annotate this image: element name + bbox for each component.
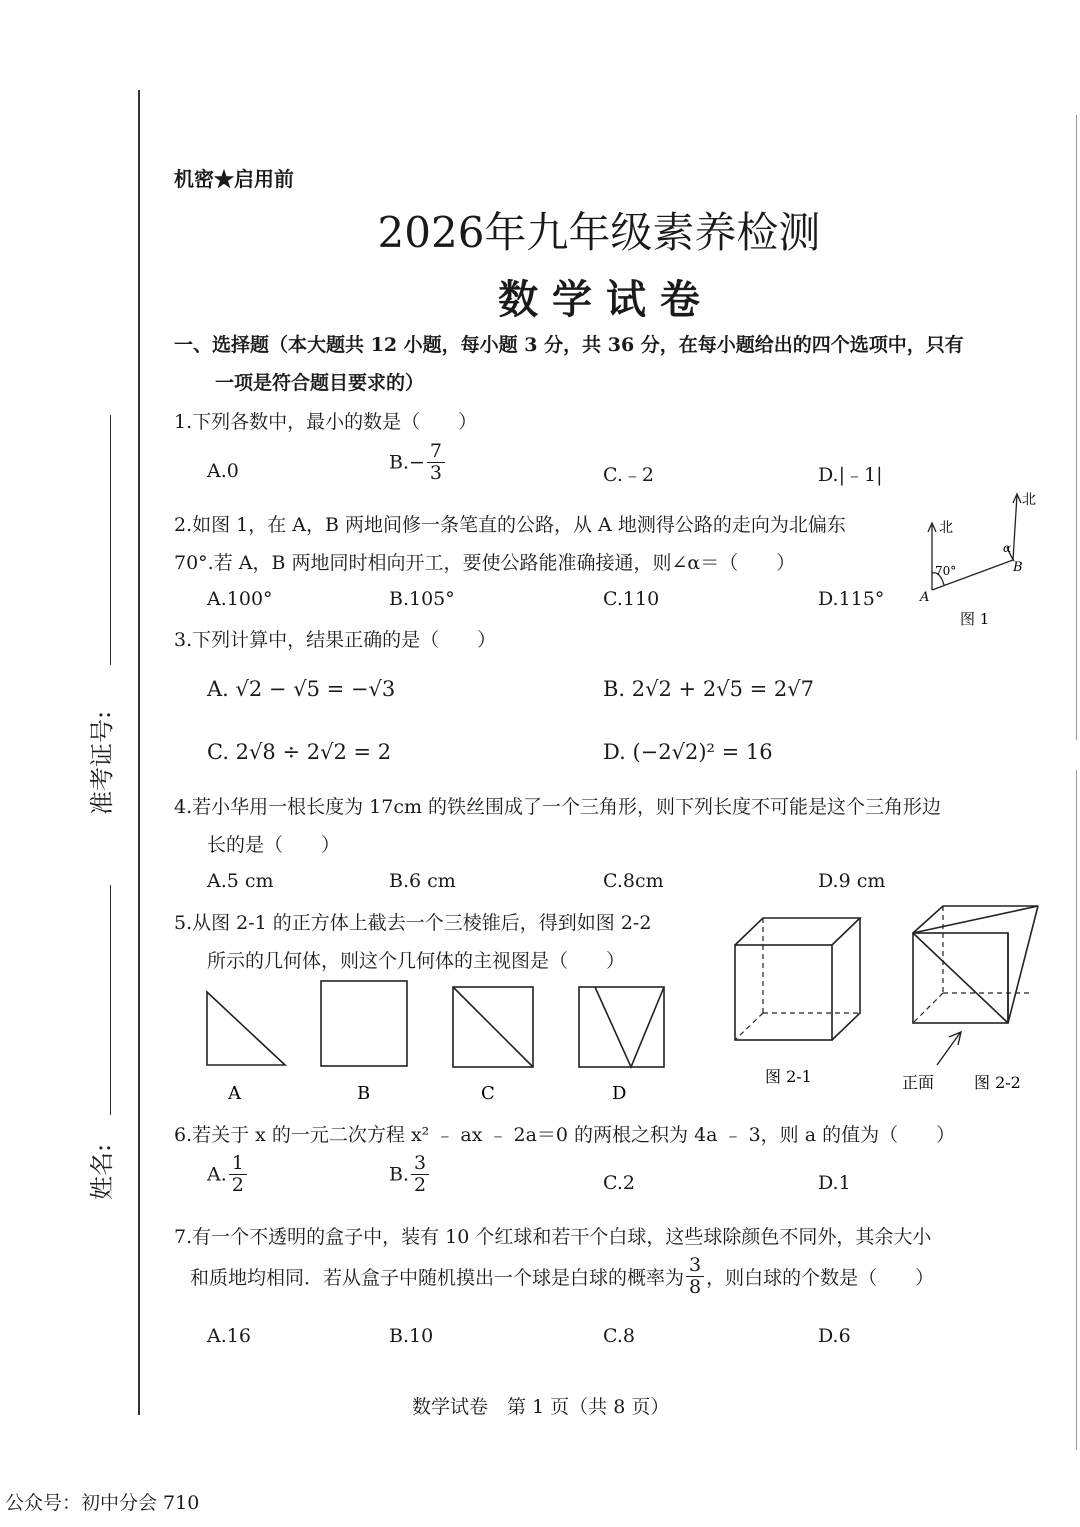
q5-stem-cont: 所示的几何体，则这个几何体的主视图是（ ） [207, 950, 626, 972]
alpha-label: α [1003, 541, 1012, 555]
section1-heading-cont: 一项是符合题目要求的） [215, 372, 425, 394]
q4-option-a: A.5 cm [207, 870, 274, 892]
q4-stem: 4.若小华用一根长度为 17cm 的铁丝围成了一个三角形，则下列长度不可能是这个三角形边 [174, 796, 942, 818]
q6-option-d: D.1 [818, 1172, 851, 1194]
q3-option-c: C. 2√8 ÷ 2√2 = 2 [207, 740, 392, 764]
q7-option-b: B.10 [389, 1325, 434, 1347]
q2-stem-cont: 70°.若 A，B 两地同时相向开工，要使公路能准确接通，则∠α＝（ ） [174, 552, 796, 574]
q4-option-c: C.8cm [603, 870, 664, 892]
q3-stem: 3.下列计算中，结果正确的是（ ） [174, 629, 497, 651]
q2-stem: 2.如图 1，在 A，B 两地间修一条笔直的公路，从 A 地测得公路的走向为北偏东 [174, 514, 846, 536]
hidden-side [913, 993, 943, 1023]
q7-option-a: A.16 [207, 1325, 251, 1347]
option-a-triangle [207, 992, 285, 1065]
q1-option-a: A.0 [207, 460, 239, 482]
q5-option-figures [195, 975, 675, 1105]
q2-option-b: B.105° [389, 588, 455, 610]
front-label: 正面 [902, 1073, 935, 1092]
cube-top-edges [735, 918, 860, 945]
edge-mark [1076, 770, 1077, 1450]
name-label: 姓名: [88, 1143, 116, 1200]
q3-option-d: D. (−2√2)² = 16 [603, 740, 773, 764]
exam-title: 2026年九年级素养检测 [377, 208, 821, 257]
cut-edge-side [1008, 906, 1038, 1023]
figure-1-caption: 图 1 [960, 610, 990, 628]
point-a-label: A [920, 590, 930, 605]
figure-2-1 [725, 910, 875, 1090]
section1-heading: 一、选择题（本大题共 12 小题，每小题 3 分，共 36 分，在每小题给出的四个选项中，只有 [174, 334, 964, 356]
q1-option-d: D.|﹣1| [818, 464, 883, 486]
q4-stem-cont: 长的是（ ） [207, 834, 341, 856]
name-underline [110, 885, 111, 1115]
q7-stem: 7.有一个不透明的盒子中，装有 10 个红球和若干个白球，这些球除颜色不同外，其余大小 [174, 1226, 932, 1248]
option-d-label: D [612, 1083, 627, 1104]
cut-edge-top [913, 906, 1038, 933]
q7-option-c: C.8 [603, 1325, 635, 1347]
exam-subject: 数 学 试 卷 [498, 276, 700, 323]
option-b-square [321, 981, 407, 1066]
q2-option-d: D.115° [818, 588, 885, 610]
q6-option-b: B. $\frac{3}{2}$ [389, 1153, 431, 1196]
q6-option-a: A. $\frac{1}{2}$ [207, 1153, 249, 1196]
front-arrow [937, 1033, 960, 1065]
option-d-square [579, 987, 664, 1067]
option-c-diagonal [453, 987, 533, 1067]
north-label-a: 北 [939, 520, 953, 536]
option-b-label: B [357, 1083, 371, 1104]
figure-1 [915, 485, 1040, 635]
q4-option-d: D.9 cm [818, 870, 886, 892]
q1-stem: 1.下列各数中，最小的数是（ ） [174, 411, 478, 433]
q3-option-b: B. 2√2 + 2√5 = 2√7 [603, 677, 814, 701]
north-label-b: 北 [1022, 492, 1036, 508]
q2-option-a: A.100° [207, 588, 273, 610]
q7-option-d: D.6 [818, 1325, 851, 1347]
figure-2-1-caption: 图 2-1 [765, 1067, 812, 1086]
q3-option-a: A. √2 − √5 = −√3 [207, 677, 396, 701]
exam-no-underline [110, 415, 111, 665]
q7-stem-cont: 和质地均相同．若从盒子中随机摸出一个球是白球的概率为 $\frac{3}{8}$ ，则白球的个数是（ ） [190, 1254, 935, 1298]
q6-option-c: C.2 [603, 1172, 635, 1194]
q2-option-c: C.110 [603, 588, 660, 610]
north-arrow-b [1013, 495, 1017, 560]
q1-option-c: C.﹣2 [603, 464, 654, 486]
q5-stem: 5.从图 2-1 的正方体上截去一个三棱锥后，得到如图 2-2 [174, 912, 652, 934]
figure-2-2 [900, 900, 1050, 1100]
q6-stem: 6.若关于 x 的一元二次方程 x² ﹣ ax ﹣ 2a＝0 的两根之积为 4a ﹣ 3，则 a 的值为（ ） [174, 1124, 956, 1146]
exam-no-label: 准考证号: [88, 710, 116, 815]
page-footer: 数学试卷 第 1 页（共 8 页） [412, 1396, 670, 1418]
figure-2-2-caption: 图 2-2 [974, 1073, 1021, 1092]
secret-label: 机密★启用前 [174, 167, 294, 191]
cube-hidden-side [735, 1013, 763, 1040]
q1-option-b: B.− $\frac{7}{3}$ [389, 441, 447, 484]
angle-70-label: 70° [935, 564, 957, 578]
option-c-label: C [481, 1083, 495, 1104]
q4-option-b: B.6 cm [389, 870, 456, 892]
option-d-v-lines [595, 987, 664, 1067]
point-b-label: B [1013, 560, 1023, 575]
cube-right-edges [832, 918, 860, 1040]
watermark-text: 公众号：初中分会 710 [5, 1492, 200, 1514]
option-a-label: A [228, 1083, 241, 1104]
